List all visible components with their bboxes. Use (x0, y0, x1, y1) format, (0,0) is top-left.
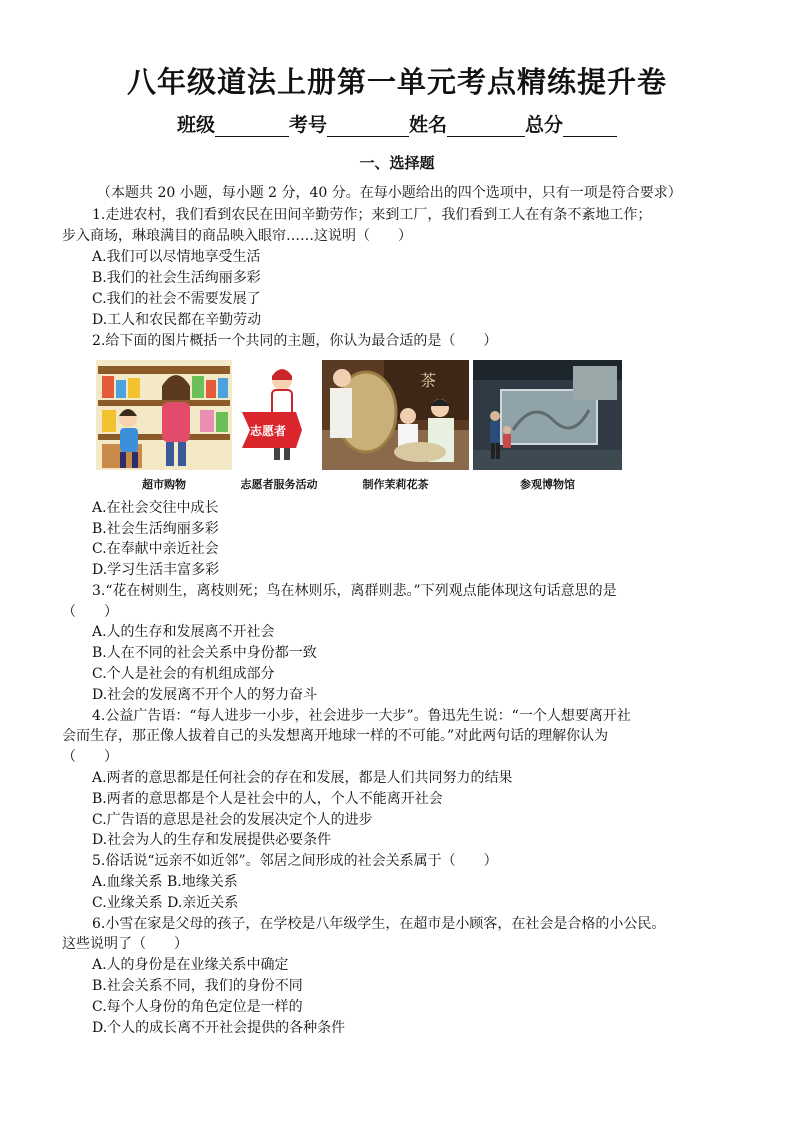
question-4-option-a: A.两者的意思都是任何社会的存在和发展，都是人们共同努力的结果 (92, 770, 513, 786)
question-2-figures (96, 360, 622, 490)
question-1-option-b: B.我们的社会生活绚丽多彩 (92, 270, 261, 286)
volunteer-banner-text: 志愿者 (250, 424, 287, 438)
question-4-stem-cont-1: 会而生存，那正像人拔着自己的头发想离开地球一样的不可能。”对此两句话的理解你认为 (62, 728, 609, 744)
question-2-option-c: C.在奉献中亲近社会 (92, 541, 219, 557)
question-6-stem: 6.小雪在家是父母的孩子，在学校是八年级学生，在超市是小顾客，在社会是合格的小公民。 (92, 916, 666, 932)
page-title: 八年级道法上册第一单元考点精练提升卷 (126, 65, 667, 99)
tea-making-photo (322, 360, 469, 470)
total-blank[interactable] (563, 116, 617, 137)
question-4-option-d: D.社会为人的生存和发展提供必要条件 (92, 832, 332, 848)
question-2-option-b: B.社会生活绚丽多彩 (92, 521, 219, 537)
tea-sign-text: 茶 (420, 371, 437, 390)
museum-photo (473, 360, 622, 470)
caption-supermarket: 超市购物 (142, 478, 186, 491)
question-6-option-b: B.社会关系不同，我们的身份不同 (92, 978, 303, 994)
name-blank[interactable] (447, 116, 525, 137)
question-5-options-ab: A.血缘关系 B.地缘关系 (92, 874, 238, 890)
question-5-options-cd: C.业缘关系 D.亲近关系 (92, 895, 239, 911)
class-label: 班级 (176, 114, 215, 136)
section-instructions: （本题共 20 小题，每小题 2 分，40 分。在每小题给出的四个选项中，只有一项是符合要求） (97, 185, 682, 201)
question-6-option-d: D.个人的成长离不开社会提供的各种条件 (92, 1020, 346, 1036)
question-4-option-b: B.两者的意思都是个人是社会中的人，个人不能离开社会 (92, 791, 443, 807)
volunteer-illustration (240, 360, 318, 470)
question-3-option-b: B.人在不同的社会关系中身份都一致 (92, 645, 317, 661)
question-1-option-c: C.我们的社会不需要发展了 (92, 291, 261, 307)
caption-museum: 参观博物馆 (520, 478, 575, 491)
section-title: 一、选择题 (359, 154, 435, 172)
question-1-option-a: A.我们可以尽情地享受生活 (92, 249, 261, 265)
question-3-option-d: D.社会的发展离不开个人的努力奋斗 (92, 687, 318, 703)
question-2-stem: 2.给下面的图片概括一个共同的主题，你认为最合适的是（ ） (92, 333, 498, 349)
student-info-row (0, 110, 794, 137)
question-5-stem: 5.俗话说“远亲不如近邻”。邻居之间形成的社会关系属于（ ） (92, 853, 498, 869)
question-4-stem-cont-2: （ ） (62, 749, 118, 765)
supermarket-illustration (96, 360, 232, 470)
class-blank[interactable] (215, 116, 289, 137)
exam-no-label: 考号 (288, 114, 327, 136)
question-3-stem-cont: （ ） (62, 604, 118, 620)
question-6-option-c: C.每个人身份的角色定位是一样的 (92, 999, 303, 1015)
caption-tea: 制作茉莉花茶 (362, 478, 429, 491)
question-3-option-a: A.人的生存和发展离不开社会 (92, 624, 275, 640)
question-3-option-c: C.个人是社会的有机组成部分 (92, 666, 275, 682)
question-6-option-a: A.人的身份是在业缘关系中确定 (92, 957, 289, 973)
question-1-stem-cont: 步入商场，琳琅满目的商品映入眼帘……这说明（ ） (62, 228, 412, 244)
question-1-option-d: D.工人和农民都在辛勤劳动 (92, 312, 262, 328)
name-label: 姓名 (409, 114, 448, 136)
exam-no-blank[interactable] (327, 116, 409, 137)
question-2-option-d: D.学习生活丰富多彩 (92, 562, 220, 578)
question-3-stem: 3.“花在树则生，离枝则死；鸟在林则乐，离群则悲。”下列观点能体现这句话意思的是 (92, 583, 617, 599)
question-4-option-c: C.广告语的意思是社会的发展决定个人的进步 (92, 812, 373, 828)
question-2-option-a: A.在社会交往中成长 (92, 500, 219, 516)
question-6-stem-cont: 这些说明了（ ） (62, 936, 188, 952)
total-label: 总分 (525, 114, 564, 136)
caption-volunteer: 志愿者服务活动 (240, 478, 318, 491)
question-4-stem: 4.公益广告语：“每人进步一小步，社会进步一大步”。鲁迅先生说：“一个人想要离开社 (92, 708, 631, 724)
question-1-stem: 1.走进农村，我们看到农民在田间辛勤劳作；来到工厂，我们看到工人在有条不紊地工作； (92, 207, 652, 223)
